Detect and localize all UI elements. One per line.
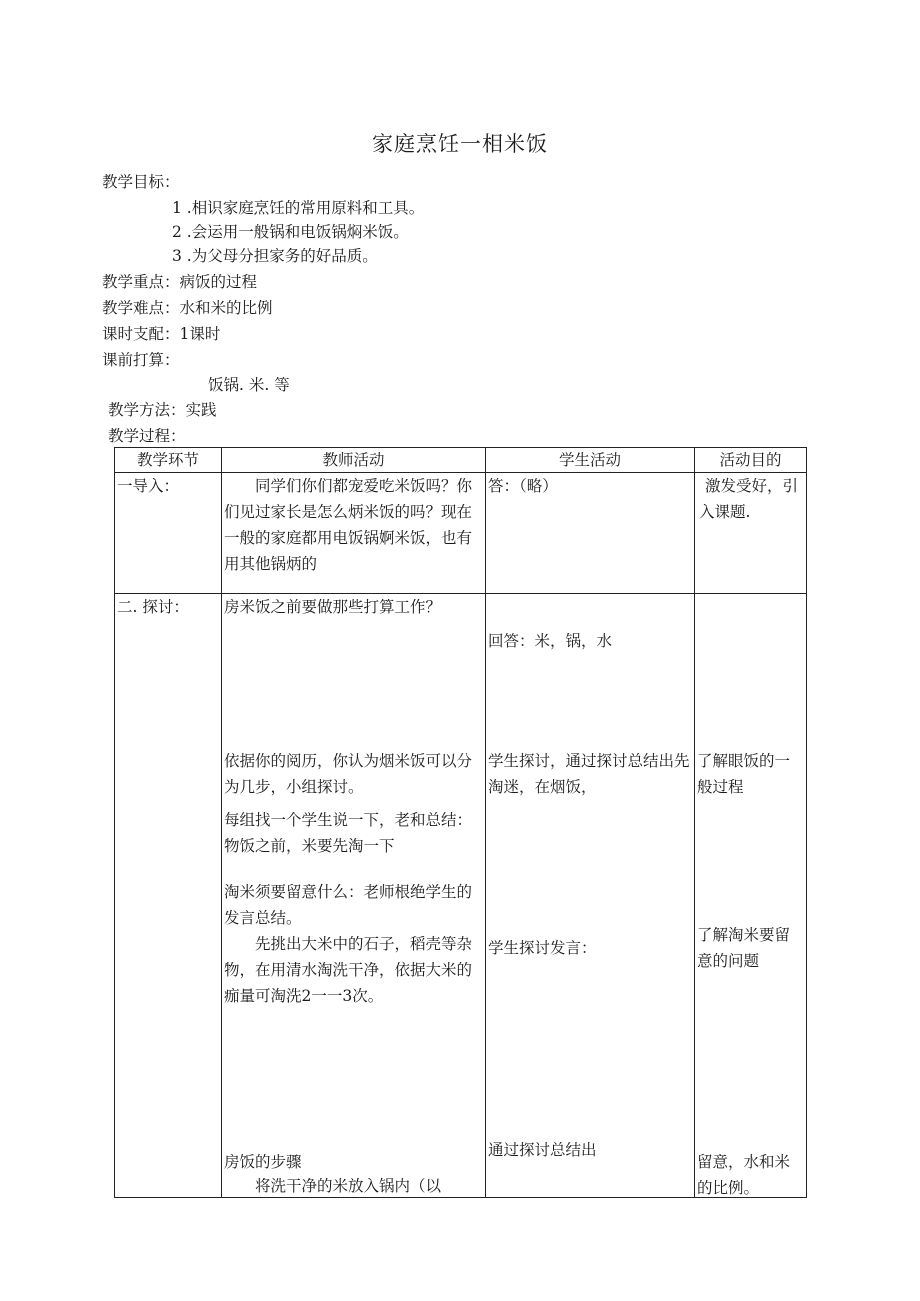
row2-student-a2: 学生探讨，通过探讨总结出先淘迷，在烟饭， — [488, 752, 690, 796]
row2-purpose-p3: 留意，水和米的比例。 — [697, 1153, 791, 1197]
goal-item-1: 1 .相识家庭烹饪的常用原料和工具。 — [172, 199, 425, 217]
goals-label: 教学目标： — [102, 173, 180, 191]
row2-student-a3: 学生探讨发言： — [488, 939, 597, 957]
table-header-row — [115, 448, 807, 473]
row2-purpose-p2: 了解淘米要留意的问题 — [697, 926, 791, 970]
table-row — [115, 473, 807, 594]
row1-stage: 一导入： — [115, 473, 222, 594]
row2-teacher-q7: 将洗干净的米放入锅内（以 — [255, 1177, 442, 1195]
prep-items: 饭锅. 米. 等 — [208, 376, 290, 394]
row2-teacher-q4: 淘米须要留意什么：老师根绝学生的发言总结。 — [224, 883, 473, 927]
row2-student-a4: 通过探讨总结出 — [488, 1141, 597, 1159]
goal-item-3: 3 .为父母分担家务的好品质。 — [172, 247, 378, 265]
teaching-method: 教学方法：实践 — [108, 401, 217, 419]
row1-teacher: 同学们你们都宠爱吃米饭吗？你们见过家长是怎么炳米饭的吗？现在一般的家庭都用电饭锅婀米饭，也有用其他锅炳的 — [222, 473, 486, 594]
row2-teacher-q2: 依据你的阅历，你认为烟米饭可以分为几步，小组探讨。 — [224, 752, 473, 796]
class-hours: 课时支配：1课时 — [102, 325, 221, 343]
row2-teacher-q1: 房米饭之前要做那些打算工作？ — [224, 598, 442, 616]
goal-item-2: 2 .会运用一般锅和电饭锅焖米饭。 — [172, 223, 409, 241]
row2-purpose — [695, 594, 807, 1198]
row2-stage: 二. 探讨： — [115, 594, 222, 1198]
row2-student-a1: 回答：米，锅，水 — [488, 632, 613, 650]
row2-student — [486, 594, 695, 1198]
difficulty: 教学难点：水和米的比例 — [102, 299, 273, 317]
process-label: 教学过程： — [108, 427, 186, 445]
key-point: 教学重点：病饭的过程 — [102, 273, 258, 291]
row1-purpose: 激发受好，引入课题. — [695, 473, 807, 594]
header-teacher: 教师活动 — [222, 448, 486, 473]
row2-teacher-q5: 先挑出大米中的石子，稻壳等杂物，在用清水淘洗干净，依据大米的痂量可淘洗2一一3次。 — [224, 935, 473, 1005]
row2-teacher-q3: 每组找一个学生说一下，老和总结：物饭之前，米要先淘一下 — [224, 811, 473, 855]
row2-teacher-q6: 房饭的步骤 — [224, 1153, 302, 1171]
table-row — [115, 594, 807, 1198]
document-title: 家庭烹饪一相米饭 — [372, 132, 548, 156]
process-table — [114, 447, 807, 1198]
header-student: 学生活动 — [486, 448, 695, 473]
header-stage: 教学环节 — [115, 448, 222, 473]
row2-teacher — [222, 594, 486, 1198]
header-purpose: 活动目的 — [695, 448, 807, 473]
prep-label: 课前打算： — [102, 351, 180, 369]
row2-purpose-p1: 了解眼饭的一般过程 — [697, 752, 791, 796]
row1-student: 答：（略） — [486, 473, 695, 594]
